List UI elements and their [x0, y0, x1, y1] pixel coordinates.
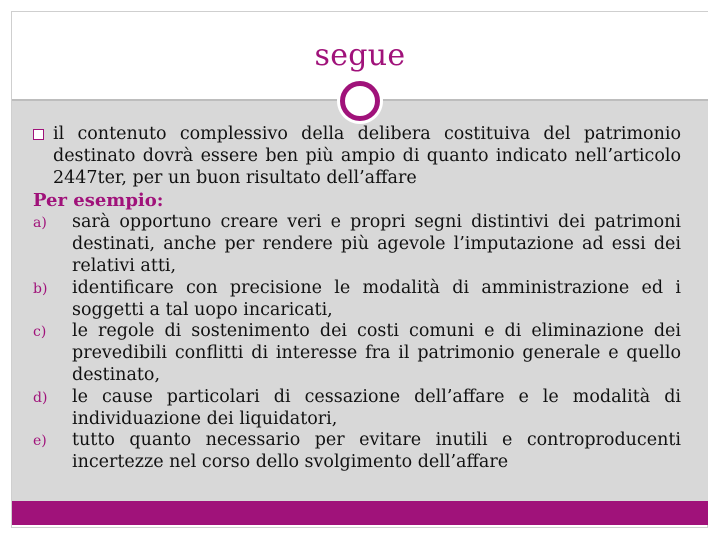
- square-bullet-icon: [33, 129, 44, 140]
- list-marker: c): [33, 324, 47, 341]
- list-item: [33, 212, 681, 277]
- slide-title: segue: [314, 38, 406, 73]
- list-item: [33, 278, 681, 322]
- list-marker: a): [33, 215, 47, 232]
- ring-icon: [340, 81, 380, 121]
- intro-paragraph: [33, 124, 681, 189]
- slide-body: [33, 124, 681, 474]
- list-marker: b): [33, 280, 48, 297]
- example-heading: Per esempio:: [33, 190, 164, 212]
- list-item: [33, 387, 681, 431]
- list-item-text: le cause particolari di cessazione dell’affare e le modalità di individuazione dei liquidatori,: [72, 386, 681, 429]
- list-marker: e): [33, 433, 47, 450]
- bottom-accent-bar: [12, 501, 708, 525]
- list-item-text: tutto quanto necessario per evitare inutili e controproducenti incertezze nel corso dello svolgimento dell’affare: [72, 430, 681, 473]
- example-list: [33, 212, 681, 474]
- list-item: [33, 430, 681, 474]
- list-item-text: le regole di sostenimento dei costi comuni e di eliminazione dei prevedibili conflitti di interesse fra il patrimonio generale e quello destinato,: [72, 321, 681, 385]
- list-item-text: identificare con precisione le modalità di amministrazione ed i soggetti a tal uopo incaricati,: [72, 277, 681, 320]
- intro-text: il contenuto complessivo della delibera costituiva del patrimonio destinato dovrà essere ben più ampio di quanto indicato nell’articolo 2447ter, per un buon risultato dell’affare: [53, 124, 681, 188]
- list-item-text: sarà opportuno creare veri e propri segni distintivi dei patrimoni destinati, anche per rendere più agevole l’imputazione ad essi dei relativi atti,: [72, 212, 681, 276]
- list-item: [33, 321, 681, 386]
- list-marker: d): [33, 389, 48, 406]
